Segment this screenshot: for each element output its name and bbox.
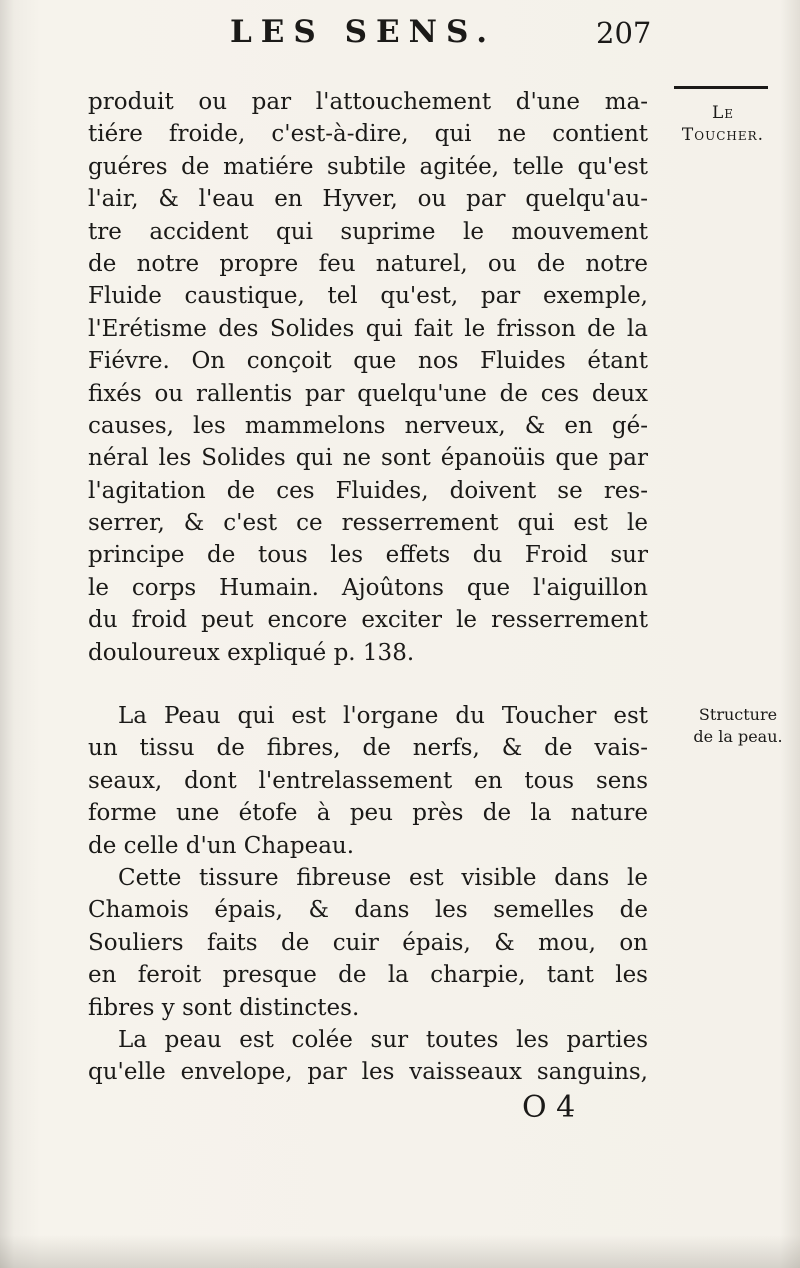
text-line: l'air, & l'eau en Hyver, ou par quelqu'au-	[88, 186, 648, 213]
text-line: Chamois épais, & dans les semelles de	[88, 897, 648, 924]
text-line: douloureux expliqué p. 138.	[88, 639, 415, 666]
text-line: principe de tous les effets du Froid sur	[88, 542, 648, 569]
text-line: produit ou par l'attouchement d'une ma-	[88, 89, 648, 115]
text-line: Cette tissure fibreuse est visible dans le	[118, 864, 648, 891]
margin-note-structure	[682, 704, 794, 748]
text-line: un tissu de fibres, de nerfs, & de vais-	[88, 735, 648, 762]
margin-note-line: Le	[711, 103, 735, 123]
catchword: O 4	[522, 1090, 576, 1125]
text-line: en feroit presque de la charpie, tant les	[88, 962, 648, 989]
text-line: du froid peut encore exciter le resserrement	[88, 607, 648, 634]
page-number: 207	[596, 16, 652, 50]
text-line: forme une étofe à peu près de la nature	[88, 800, 648, 827]
text-line: Fluide caustique, tel qu'est, par exemple,	[88, 283, 648, 310]
text-line: néral les Solides qui ne sont épanoüis que par	[88, 445, 648, 472]
page-shadow	[0, 1235, 800, 1268]
margin-rule	[674, 86, 768, 89]
text-line: guéres de matiére subtile agitée, telle qu'est	[88, 153, 648, 180]
text-line: La peau est colée sur toutes les parties	[118, 1026, 648, 1053]
text-line: de notre propre feu naturel, ou de notre	[88, 250, 648, 277]
paragraph-cold	[88, 86, 648, 669]
text-line: tre accident qui suprime le mouvement	[88, 218, 648, 245]
text-line: qu'elle envelope, par les vaisseaux sanguins,	[88, 1059, 648, 1086]
text-line: de celle d'un Chapeau.	[88, 832, 355, 859]
running-title: LES SENS.	[230, 14, 497, 50]
text-line: fixés ou rallentis par quelqu'une de ces deux	[88, 380, 648, 407]
margin-note-line: de la peau.	[693, 727, 783, 746]
text-line: Souliers faits de cuir épais, & mou, on	[88, 929, 648, 956]
text-line: l'agitation de ces Fluides, doivent se res-	[88, 477, 648, 504]
text-line: seaux, dont l'entrelassement en tous sens	[88, 767, 648, 794]
text-line: serrer, & c'est ce resserrement qui est le	[88, 510, 648, 537]
margin-note-line: Structure	[698, 705, 778, 724]
text-line: Fiévre. On conçoit que nos Fluides étant	[88, 348, 648, 375]
text-line: l'Erétisme des Solides qui fait le frisson de la	[88, 315, 648, 342]
text-line: causes, les mammelons nerveux, & en gé-	[88, 412, 648, 439]
margin-note-toucher	[662, 102, 784, 146]
text-line: le corps Humain. Ajoûtons que l'aiguillon	[88, 574, 648, 601]
text-line: fibres y sont distinctes.	[88, 994, 360, 1021]
text-line: tiére froide, c'est-à-dire, qui ne contient	[88, 121, 648, 148]
paragraph-skin	[88, 700, 648, 1089]
text-line: La Peau qui est l'organe du Toucher est	[118, 703, 648, 729]
margin-note-line: Toucher.	[681, 125, 765, 145]
